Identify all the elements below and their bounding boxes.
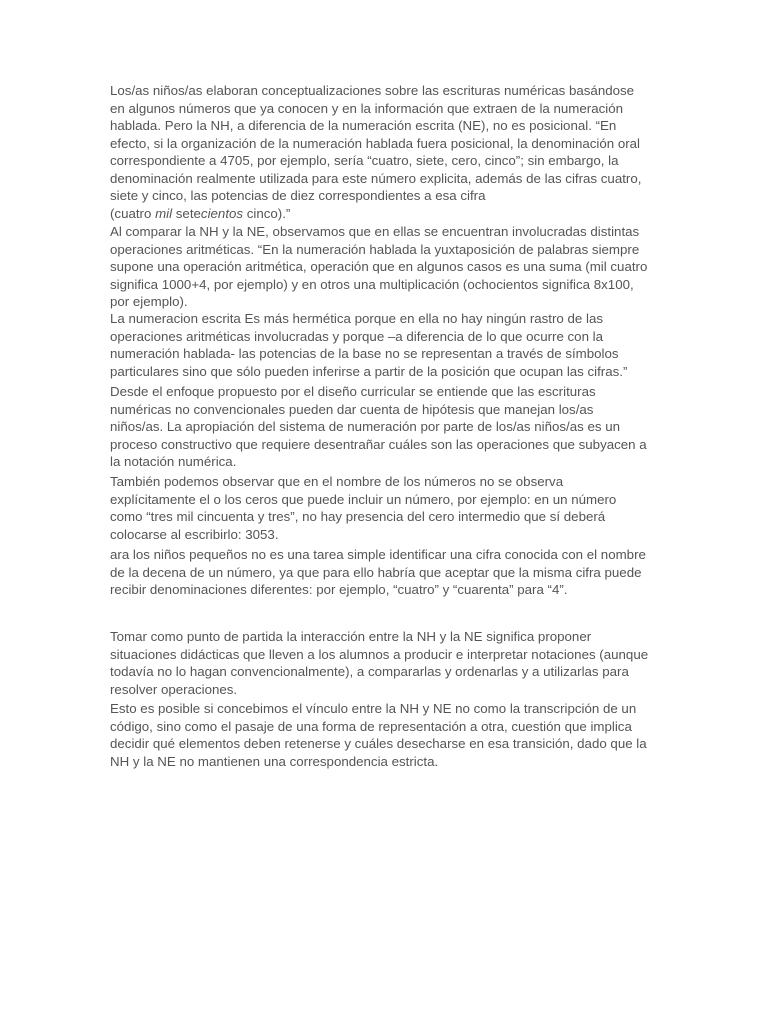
text-line: recibir denominaciones diferentes: por ejemplo, “cuatro” y “cuarenta” para “4”. <box>110 582 568 597</box>
text-line: la notación numérica. <box>110 454 237 469</box>
text-line: correspondiente a 4705, por ejemplo, sería “cuatro, siete, cero, cinco”; sin embargo, la <box>110 153 619 168</box>
text-line: También podemos observar que en el nombre de los números no se observa <box>110 474 564 489</box>
text-line: Tomar como punto de partida la interacción entre la NH y la NE significa proponer <box>110 629 592 644</box>
paragraph-numeracion-escrita <box>110 310 710 380</box>
text-line: en algunos números que ya conocen y en la información que extraen de la numeración <box>110 100 623 116</box>
text-line: siete y cinco, las potencias de diez correspondientes a esa cifra <box>110 188 486 203</box>
text-line: por ejemplo). <box>110 294 188 309</box>
text-line: explícitamente el o los ceros que puede incluir un número, por ejemplo: en un número <box>110 491 617 507</box>
paragraph-escrituras-numericas <box>110 82 710 222</box>
paragraph-vinculo-nh-ne <box>110 700 710 770</box>
paragraph-ceros-intermedios <box>110 473 710 543</box>
text-line: operaciones aritméticas involucradas y porque –a diferencia de lo que ocurre con la <box>110 328 604 344</box>
paragraph-punto-de-partida <box>110 628 710 698</box>
text-line: código, sino como el pasaje de una forma de representación a otra, cuestión que implica <box>110 718 632 734</box>
italic-segment: cientos <box>200 205 244 221</box>
text-segment: (cuatro <box>110 205 156 221</box>
text-line: Esto es posible si concebimos el vínculo entre la NH y NE no como la transcripción de un <box>110 701 637 716</box>
text-line: como “tres mil cincuenta y tres”, no hay presencia del cero intermedio que sí deberá <box>110 509 606 524</box>
text-line: Los/as niños/as elaboran conceptualizaciones sobre las escrituras numéricas basándose <box>110 83 635 98</box>
text-line: operaciones aritméticas. “En la numeración hablada la yuxtaposición de palabras siempre <box>110 241 640 257</box>
text-line: numéricas no convencionales pueden dar cuenta de hipótesis que manejan los/as <box>110 401 594 417</box>
text-line: ara los niños pequeños no es una tarea simple identificar una cifra conocida con el nombre <box>110 547 646 562</box>
text-line: colocarse al escribirlo: 3053. <box>110 526 279 542</box>
text-line: NH y la NE no mantienen una correspondencia estricta. <box>110 753 439 769</box>
paragraph-ninos-pequenos <box>110 546 710 599</box>
text-line: proceso constructivo que requiere desentrañar cuáles son las operaciones que subyacen a <box>110 436 647 452</box>
text-line: Al comparar la NH y la NE, observamos que en ellas se encuentran involucradas distintas <box>110 224 640 239</box>
text-line: hablada. Pero la NH, a diferencia de la numeración escrita (NE), no es posicional. “En <box>110 118 617 133</box>
text-line: Desde el enfoque propuesto por el diseño curricular se entiende que las escrituras <box>110 384 596 399</box>
text-line: supone una operación aritmética, operación que en algunos casos es una suma (mil cuatro <box>110 259 648 274</box>
text-line: La numeracion escrita Es más hermética porque en ella no hay ningún rastro de las <box>110 311 603 326</box>
text-line: situaciones didácticas que lleven a los alumnos a producir e interpretar notaciones (aunque <box>110 646 649 662</box>
text-line: significa 1000+4, por ejemplo) y en otros una multiplicación (ochocientos significa 8x100, <box>110 276 634 292</box>
text-line: todavía no lo hagan convencionalmente), a compararlas y ordenarlas y a utilizarlas para <box>110 664 629 679</box>
text-line: de la decena de un número, ya que para ello habría que aceptar que la misma cifra puede <box>110 564 642 580</box>
text-line: numeración hablada- las potencias de la base no se representan a través de símbolos <box>110 346 619 361</box>
text-segment: sete <box>172 205 201 221</box>
text-line: denominación realmente utilizada para este número explicita, además de las cifras cuatro, <box>110 170 642 186</box>
paragraph-comparar-nh-ne <box>110 223 710 311</box>
text-line: resolver operaciones. <box>110 681 238 697</box>
italic-segment: mil <box>155 205 173 221</box>
text-line: niños/as. La apropiación del sistema de numeración por parte de los/as niños/as es un <box>110 419 621 434</box>
text-line: particulares sino que sólo pueden inferirse a partir de la posición que ocupan las cifras.” <box>110 363 628 379</box>
text-line: decidir qué elementos deben retenerse y cuáles desecharse en esa transición, dado que la <box>110 736 647 751</box>
text-segment: cinco).” <box>243 205 291 221</box>
text-line: efecto, si la organización de la numeración hablada fuera posicional, la denominación oral <box>110 135 640 151</box>
text-line-with-italics <box>110 205 710 223</box>
paragraph-enfoque-curricular <box>110 383 710 471</box>
